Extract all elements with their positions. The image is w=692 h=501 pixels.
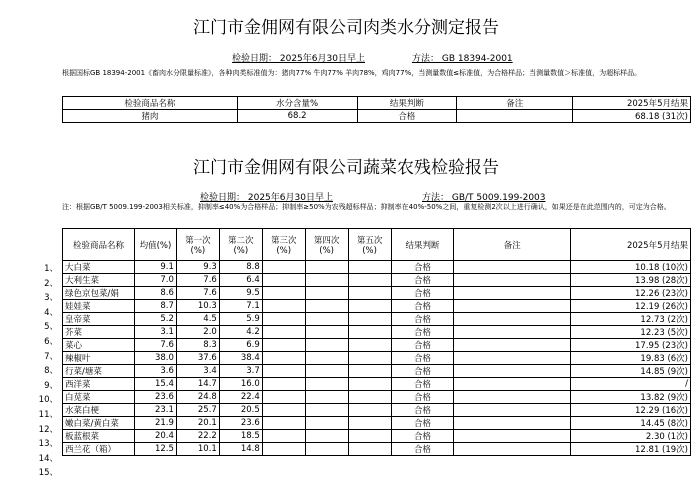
veg-fifth-cell bbox=[348, 443, 391, 456]
meat-note: 根据国标GB 18394-2001《畜肉水分限量标准》，各种肉类标准值为：猪肉77% 牛肉77% 羊肉78%，鸡肉77%，当测量数值≤标准值，为合格样品；当测量数值＞标准值，为超标样品。 bbox=[62, 69, 642, 77]
veg-avg-cell: 3.6 bbox=[134, 365, 176, 378]
veg-fourth-cell bbox=[305, 378, 348, 391]
veg-may-cell: / bbox=[571, 378, 691, 391]
veg-fifth-cell bbox=[348, 300, 391, 313]
veg-second-cell: 23.6 bbox=[219, 417, 262, 430]
table-row bbox=[63, 391, 691, 404]
row-index: 3、 bbox=[44, 293, 58, 304]
veg-third-cell bbox=[262, 287, 305, 300]
veg-may-cell: 12.81 (19次) bbox=[571, 443, 691, 456]
table-row bbox=[63, 300, 691, 313]
row-index: 12、 bbox=[38, 424, 58, 435]
veg-first-cell: 20.1 bbox=[176, 417, 219, 430]
veg-first-cell: 7.6 bbox=[176, 287, 219, 300]
veg-avg-cell: 5.2 bbox=[134, 313, 176, 326]
meat-inspection-date: 检验日期： 2025年6月30日早上 bbox=[232, 54, 365, 64]
veg-result-cell: 合格 bbox=[391, 300, 454, 313]
row-index: 5、 bbox=[44, 322, 58, 333]
veg-first-cell: 4.5 bbox=[176, 313, 219, 326]
veg-report-title: 江门市金佣网有限公司蔬菜农残检验报告 bbox=[193, 158, 499, 178]
row-index: 6、 bbox=[44, 337, 58, 347]
veg-third-cell bbox=[262, 378, 305, 391]
veg-first-cell: 2.0 bbox=[176, 326, 219, 339]
veg-first-cell: 14.7 bbox=[176, 378, 219, 391]
veg-second-cell: 5.9 bbox=[219, 313, 262, 326]
veg-third-cell bbox=[262, 300, 305, 313]
veg-first-cell: 3.4 bbox=[176, 365, 219, 378]
table-row bbox=[63, 443, 691, 456]
veg-header-may: 2025年5月结果 bbox=[571, 229, 691, 261]
veg-inspection-date: 检验日期： 2025年6月30日早上 bbox=[200, 193, 333, 203]
table-row bbox=[63, 378, 691, 391]
veg-third-cell bbox=[262, 417, 305, 430]
table-row bbox=[63, 110, 691, 123]
table-row bbox=[63, 313, 691, 326]
veg-name-cell: 娃娃菜 bbox=[63, 300, 135, 313]
veg-second-cell: 38.4 bbox=[219, 352, 262, 365]
veg-remark-cell bbox=[454, 287, 571, 300]
veg-may-cell: 13.82 (9次) bbox=[571, 391, 691, 404]
veg-third-cell bbox=[262, 391, 305, 404]
table-row bbox=[63, 287, 691, 300]
veg-second-cell: 7.1 bbox=[219, 300, 262, 313]
veg-remark-cell bbox=[454, 274, 571, 287]
veg-may-cell: 12.29 (16次) bbox=[571, 404, 691, 417]
veg-result-cell: 合格 bbox=[391, 326, 454, 339]
veg-first-cell: 10.1 bbox=[176, 443, 219, 456]
veg-avg-cell: 23.6 bbox=[134, 391, 176, 404]
veg-result-cell: 合格 bbox=[391, 404, 454, 417]
row-index: 9、 bbox=[44, 380, 58, 391]
veg-result-cell: 合格 bbox=[391, 378, 454, 391]
veg-fourth-cell bbox=[305, 430, 348, 443]
veg-remark-cell bbox=[454, 261, 571, 274]
veg-avg-cell: 20.4 bbox=[134, 430, 176, 443]
veg-fifth-cell bbox=[348, 326, 391, 339]
veg-fifth-cell bbox=[348, 339, 391, 352]
veg-third-cell bbox=[262, 274, 305, 287]
meat-remark-cell bbox=[457, 110, 573, 123]
veg-avg-cell: 21.9 bbox=[134, 417, 176, 430]
veg-fifth-cell bbox=[348, 417, 391, 430]
veg-fifth-cell bbox=[348, 378, 391, 391]
veg-may-cell: 12.73 (2次) bbox=[571, 313, 691, 326]
veg-remark-cell bbox=[454, 404, 571, 417]
veg-header-fifth: 第五次(%) bbox=[348, 229, 391, 261]
meat-method: 方法： GB 18394-2001 bbox=[412, 54, 513, 64]
veg-fifth-cell bbox=[348, 404, 391, 417]
veg-header-second: 第二次(%) bbox=[219, 229, 262, 261]
veg-fourth-cell bbox=[305, 339, 348, 352]
veg-name-cell: 西洋菜 bbox=[63, 378, 135, 391]
veg-fourth-cell bbox=[305, 443, 348, 456]
veg-may-cell: 10.18 (10次) bbox=[571, 261, 691, 274]
veg-result-cell: 合格 bbox=[391, 391, 454, 404]
row-index: 4、 bbox=[44, 307, 58, 318]
veg-second-cell: 22.4 bbox=[219, 391, 262, 404]
veg-name-cell: 西兰花（箱） bbox=[63, 443, 135, 456]
veg-second-cell: 6.9 bbox=[219, 339, 262, 352]
row-index: 10、 bbox=[38, 395, 58, 406]
veg-fourth-cell bbox=[305, 326, 348, 339]
veg-first-cell: 10.3 bbox=[176, 300, 219, 313]
veg-remark-cell bbox=[454, 326, 571, 339]
veg-fourth-cell bbox=[305, 274, 348, 287]
veg-name-cell: 行菜/塘菜 bbox=[63, 365, 135, 378]
veg-result-cell: 合格 bbox=[391, 365, 454, 378]
veg-may-cell: 12.26 (23次) bbox=[571, 287, 691, 300]
veg-first-cell: 37.6 bbox=[176, 352, 219, 365]
veg-result-cell: 合格 bbox=[391, 430, 454, 443]
veg-fourth-cell bbox=[305, 391, 348, 404]
veg-result-cell: 合格 bbox=[391, 287, 454, 300]
veg-avg-cell: 23.1 bbox=[134, 404, 176, 417]
veg-remark-cell bbox=[454, 391, 571, 404]
veg-result-cell: 合格 bbox=[391, 352, 454, 365]
row-index: 13、 bbox=[38, 439, 58, 450]
row-index: 14、 bbox=[38, 453, 58, 464]
meat-result-cell: 合格 bbox=[357, 110, 457, 123]
veg-fourth-cell bbox=[305, 300, 348, 313]
veg-remark-cell bbox=[454, 313, 571, 326]
meat-header-may: 2025年5月结果 bbox=[573, 97, 691, 110]
veg-header-avg: 均值(%) bbox=[134, 229, 176, 261]
veg-second-cell: 3.7 bbox=[219, 365, 262, 378]
veg-name-cell: 菜心 bbox=[63, 339, 135, 352]
veg-fifth-cell bbox=[348, 365, 391, 378]
veg-first-cell: 7.6 bbox=[176, 274, 219, 287]
veg-fifth-cell bbox=[348, 287, 391, 300]
row-index: 11、 bbox=[38, 410, 58, 420]
veg-may-cell: 12.19 (26次) bbox=[571, 300, 691, 313]
veg-second-cell: 18.5 bbox=[219, 430, 262, 443]
veg-header-row bbox=[63, 229, 691, 261]
veg-third-cell bbox=[262, 365, 305, 378]
veg-fourth-cell bbox=[305, 261, 348, 274]
veg-second-cell: 14.8 bbox=[219, 443, 262, 456]
veg-remark-cell bbox=[454, 430, 571, 443]
veg-third-cell bbox=[262, 313, 305, 326]
table-row bbox=[63, 430, 691, 443]
veg-method: 方法： GB/T 5009.199-2003 bbox=[422, 193, 546, 203]
veg-third-cell bbox=[262, 352, 305, 365]
veg-avg-cell: 7.6 bbox=[134, 339, 176, 352]
veg-fifth-cell bbox=[348, 391, 391, 404]
veg-remark-cell bbox=[454, 339, 571, 352]
row-index: 8、 bbox=[44, 366, 58, 377]
veg-remark-cell bbox=[454, 352, 571, 365]
veg-remark-cell bbox=[454, 443, 571, 456]
veg-name-cell: 皇帝菜 bbox=[63, 313, 135, 326]
veg-header-name: 检验商品名称 bbox=[63, 229, 135, 261]
veg-remark-cell bbox=[454, 300, 571, 313]
veg-avg-cell: 38.0 bbox=[134, 352, 176, 365]
veg-fifth-cell bbox=[348, 352, 391, 365]
veg-header-remark: 备注 bbox=[454, 229, 571, 261]
veg-may-cell: 17.95 (23次) bbox=[571, 339, 691, 352]
table-row bbox=[63, 326, 691, 339]
veg-third-cell bbox=[262, 326, 305, 339]
veg-avg-cell: 3.1 bbox=[134, 326, 176, 339]
veg-may-cell: 14.85 (9次) bbox=[571, 365, 691, 378]
veg-result-cell: 合格 bbox=[391, 261, 454, 274]
veg-fourth-cell bbox=[305, 287, 348, 300]
veg-fifth-cell bbox=[348, 313, 391, 326]
veg-avg-cell: 15.4 bbox=[134, 378, 176, 391]
veg-result-cell: 合格 bbox=[391, 274, 454, 287]
veg-name-cell: 嫩白菜/黄白菜 bbox=[63, 417, 135, 430]
veg-first-cell: 9.3 bbox=[176, 261, 219, 274]
veg-may-cell: 2.30 (1次) bbox=[571, 430, 691, 443]
veg-fourth-cell bbox=[305, 417, 348, 430]
veg-name-cell: 辣椒叶 bbox=[63, 352, 135, 365]
veg-first-cell: 8.3 bbox=[176, 339, 219, 352]
veg-note: 注：根据GB/T 5009.199-2003相关标准，抑制率≤40%为合格样品；抑制率≥50%为农残超标样品；抑制率在40%-50%之间，重复检测2次以上进行确认，如果还是在此范围内的，可定为合格。 bbox=[62, 203, 671, 211]
meat-name-cell: 猪肉 bbox=[63, 110, 238, 123]
veg-remark-cell bbox=[454, 417, 571, 430]
meat-may-cell: 68.18 (31次) bbox=[573, 110, 691, 123]
veg-name-cell: 板蓝根菜 bbox=[63, 430, 135, 443]
veg-second-cell: 6.4 bbox=[219, 274, 262, 287]
veg-header-third: 第三次(%) bbox=[262, 229, 305, 261]
veg-third-cell bbox=[262, 443, 305, 456]
meat-header-name: 检验商品名称 bbox=[63, 97, 238, 110]
meat-header-remark: 备注 bbox=[457, 97, 573, 110]
row-index: 7、 bbox=[44, 351, 58, 362]
veg-header-fourth: 第四次(%) bbox=[305, 229, 348, 261]
veg-avg-cell: 7.0 bbox=[134, 274, 176, 287]
table-row bbox=[63, 352, 691, 365]
veg-second-cell: 4.2 bbox=[219, 326, 262, 339]
veg-first-cell: 24.8 bbox=[176, 391, 219, 404]
meat-header-result: 结果判断 bbox=[357, 97, 457, 110]
veg-may-cell: 13.98 (28次) bbox=[571, 274, 691, 287]
veg-fifth-cell bbox=[348, 261, 391, 274]
row-index: 1、 bbox=[44, 264, 58, 274]
veg-avg-cell: 8.6 bbox=[134, 287, 176, 300]
table-row bbox=[63, 274, 691, 287]
veg-avg-cell: 8.7 bbox=[134, 300, 176, 313]
veg-first-cell: 25.7 bbox=[176, 404, 219, 417]
row-index: 2、 bbox=[44, 278, 58, 289]
veg-name-cell: 水菜白梗 bbox=[63, 404, 135, 417]
veg-avg-cell: 9.1 bbox=[134, 261, 176, 274]
veg-result-cell: 合格 bbox=[391, 339, 454, 352]
meat-moisture-cell: 68.2 bbox=[237, 110, 357, 123]
table-row bbox=[63, 261, 691, 274]
veg-second-cell: 20.5 bbox=[219, 404, 262, 417]
veg-may-cell: 12.23 (5次) bbox=[571, 326, 691, 339]
veg-name-cell: 白苋菜 bbox=[63, 391, 135, 404]
veg-fourth-cell bbox=[305, 404, 348, 417]
meat-header-moisture: 水分含量% bbox=[237, 97, 357, 110]
veg-third-cell bbox=[262, 261, 305, 274]
table-row bbox=[63, 365, 691, 378]
table-row bbox=[63, 339, 691, 352]
veg-name-cell: 大利生菜 bbox=[63, 274, 135, 287]
veg-fifth-cell bbox=[348, 430, 391, 443]
veg-fifth-cell bbox=[348, 274, 391, 287]
veg-third-cell bbox=[262, 404, 305, 417]
meat-table bbox=[62, 96, 691, 123]
veg-header-first: 第一次(%) bbox=[176, 229, 219, 261]
row-index: 15、 bbox=[38, 468, 58, 479]
veg-result-cell: 合格 bbox=[391, 443, 454, 456]
veg-fourth-cell bbox=[305, 313, 348, 326]
veg-result-cell: 合格 bbox=[391, 313, 454, 326]
veg-avg-cell: 12.5 bbox=[134, 443, 176, 456]
veg-remark-cell bbox=[454, 365, 571, 378]
veg-remark-cell bbox=[454, 378, 571, 391]
veg-may-cell: 19.83 (6次) bbox=[571, 352, 691, 365]
veg-result-cell: 合格 bbox=[391, 417, 454, 430]
table-row bbox=[63, 404, 691, 417]
veg-table bbox=[62, 228, 691, 456]
meat-header-row bbox=[63, 97, 691, 110]
veg-header-result: 结果判断 bbox=[391, 229, 454, 261]
veg-name-cell: 绿色京包菜/娟 bbox=[63, 287, 135, 300]
veg-second-cell: 9.5 bbox=[219, 287, 262, 300]
meat-report-title: 江门市金佣网有限公司肉类水分测定报告 bbox=[193, 18, 499, 38]
table-row bbox=[63, 417, 691, 430]
veg-name-cell: 芥菜 bbox=[63, 326, 135, 339]
veg-name-cell: 大白菜 bbox=[63, 261, 135, 274]
veg-may-cell: 14.45 (8次) bbox=[571, 417, 691, 430]
veg-second-cell: 16.0 bbox=[219, 378, 262, 391]
veg-second-cell: 8.8 bbox=[219, 261, 262, 274]
veg-third-cell bbox=[262, 339, 305, 352]
veg-first-cell: 22.2 bbox=[176, 430, 219, 443]
veg-fourth-cell bbox=[305, 365, 348, 378]
veg-third-cell bbox=[262, 430, 305, 443]
veg-fourth-cell bbox=[305, 352, 348, 365]
